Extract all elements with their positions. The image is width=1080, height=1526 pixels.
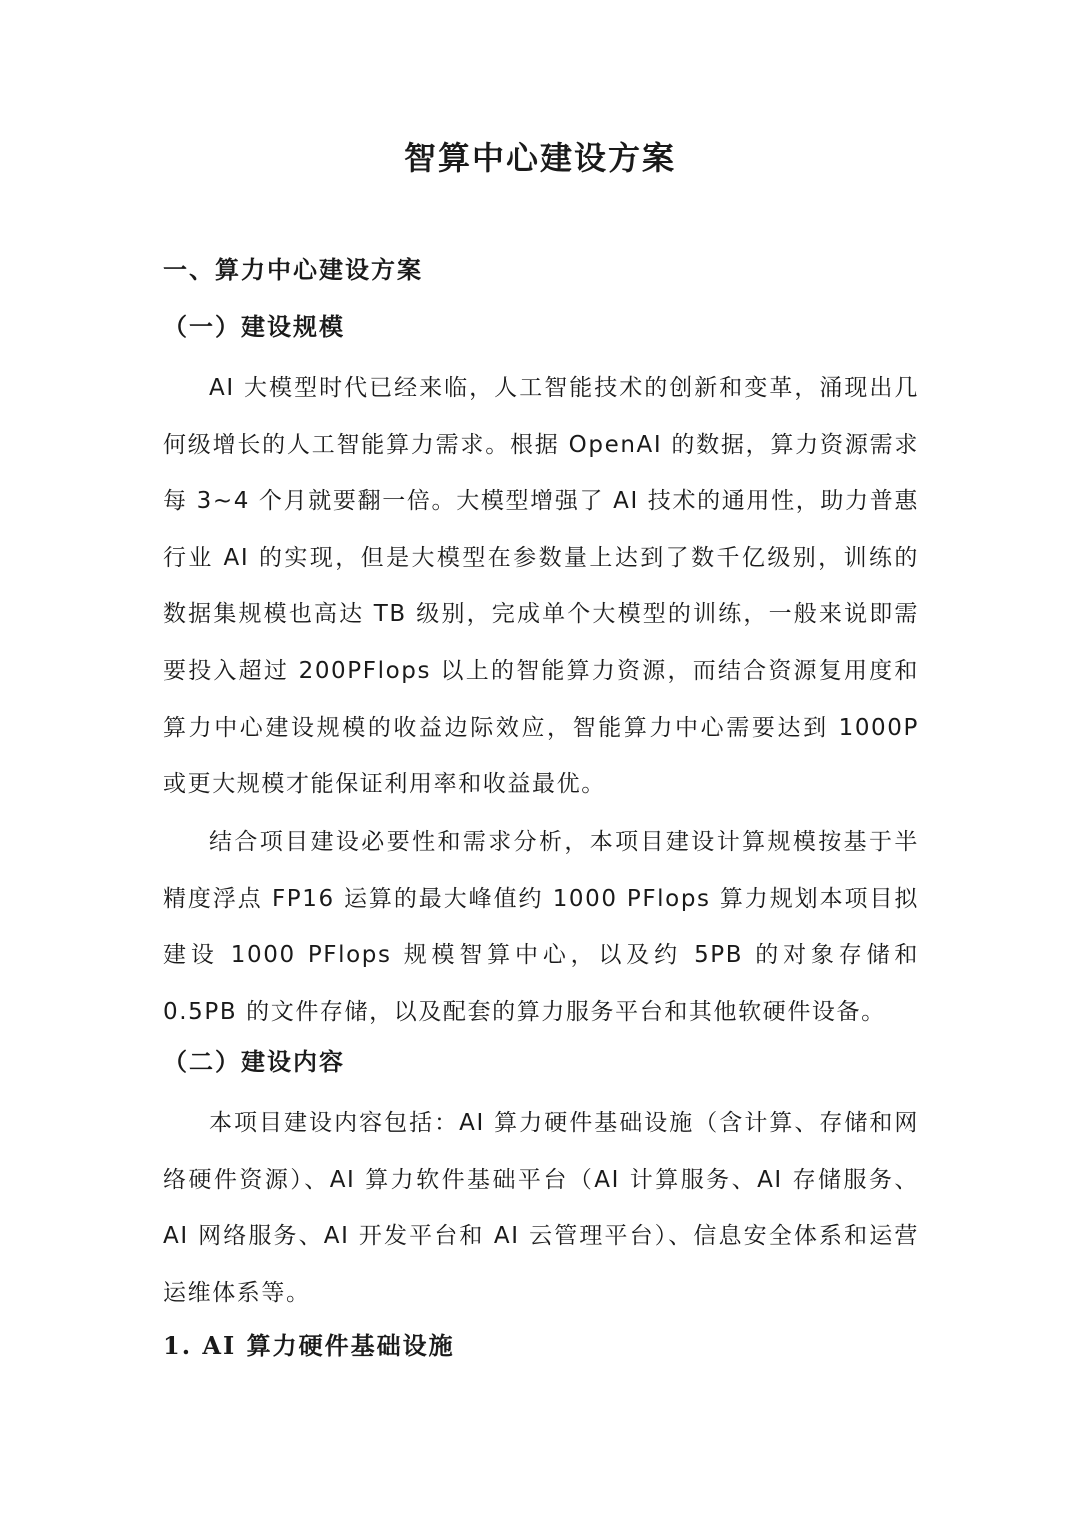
paragraph-scale-plan: 结合项目建设必要性和需求分析，本项目建设计算规模按基于半精度浮点 FP16 运算的最大峰值约 1000 PFlops 算力规划本项目拟建设 1000 PFlops 规模智算中心，以及约 5PB 的对象存储和 0.5PB 的文件存储，以及配套的算力服务平台和其他软硬件设备。	[163, 829, 919, 1025]
subsection-heading-construction-scale: （一）建设规模	[163, 312, 345, 341]
item-heading-ai-hardware: 1. AI 算力硬件基础设施	[163, 1331, 455, 1360]
section-heading-1: 一、算力中心建设方案	[163, 255, 423, 284]
document-title: 智算中心建设方案	[403, 139, 676, 177]
subsection-heading-construction-content: （二）建设内容	[163, 1047, 345, 1076]
paragraph-construction-content: 本项目建设内容包括：AI 算力硬件基础设施（含计算、存储和网络硬件资源）、AI 算力软件基础平台（AI 计算服务、AI 存储服务、AI 网络服务、AI 开发平台和 AI 云管理平台）、信息安全体系和运营运维体系等。	[163, 1110, 919, 1306]
paragraph-scale-background: AI 大模型时代已经来临，人工智能技术的创新和变革，涌现出几何级增长的人工智能算力需求。根据 OpenAI 的数据，算力资源需求每 3~4 个月就要翻一倍。大模型增强了 AI 技术的通用性，助力普惠行业 AI 的实现，但是大模型在参数量上达到了数千亿级别，训练的数据集规模也高达 TB 级别，完成单个大模型的训练，一般来说即需要投入超过 200PFlops 以上的智能算力资源，而结合资源复用度和算力中心建设规模的收益边际效应，智能算力中心需要达到 1000P 或更大规模才能保证利用率和收益最优。	[163, 375, 919, 798]
